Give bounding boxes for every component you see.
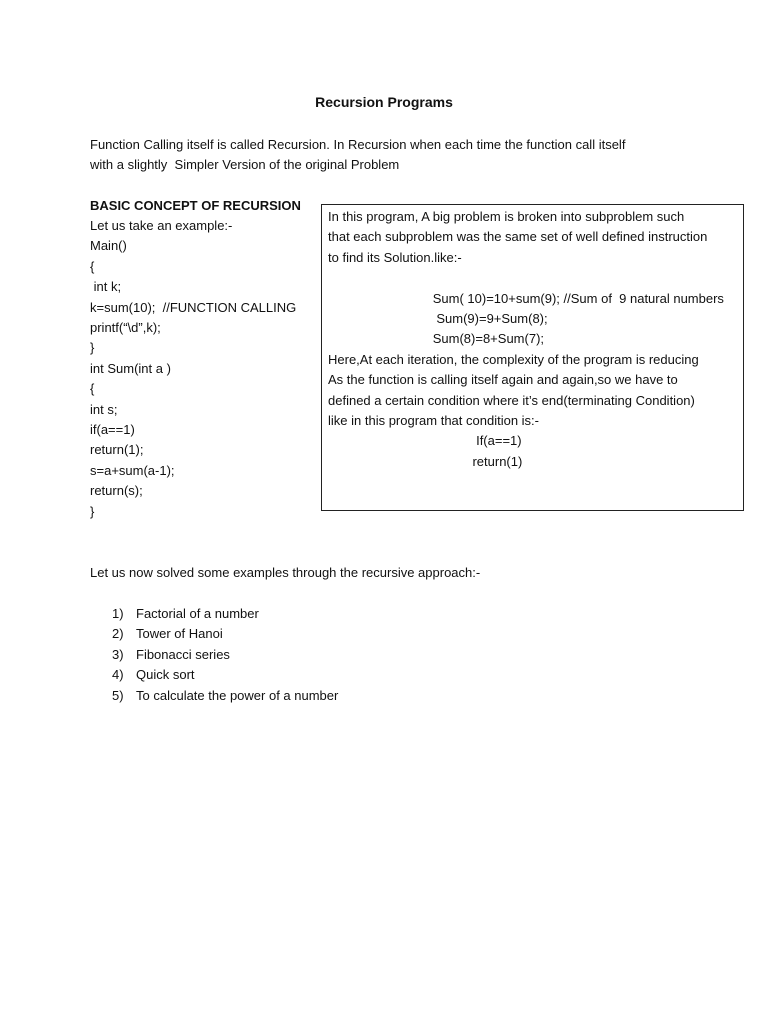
code-line: k=sum(10); //FUNCTION CALLING: [90, 299, 297, 315]
list-text: Tower of Hanoi: [136, 626, 223, 642]
list-item: [112, 624, 338, 644]
intro-line-2: with a slightly Simpler Version of the original Problem: [90, 157, 400, 172]
box-line: [328, 268, 737, 288]
box-line: As the function is calling itself again and again,so we have to: [328, 372, 678, 388]
box-line: that each subproblem was the same set of well defined instruction: [328, 229, 708, 245]
list-text: Fibonacci series: [136, 646, 230, 662]
code-line: if(a==1): [90, 422, 135, 438]
page-title-text: Recursion Programs: [315, 94, 453, 110]
list-number: 5): [112, 687, 124, 703]
box-line: In this program, A big problem is broken into subproblem such: [328, 209, 685, 224]
examples-list: [112, 604, 338, 706]
box-line: Sum(9)=9+Sum(8);: [328, 311, 548, 327]
explanation-box: [321, 204, 744, 511]
code-line: Main(): [90, 238, 127, 254]
list-item: [112, 665, 338, 685]
code-line: return(s);: [90, 483, 143, 499]
code-line: int Sum(int a ): [90, 360, 171, 376]
box-line: Here,At each iteration, the complexity of the program is reducing: [328, 351, 699, 367]
code-line: {: [90, 381, 95, 397]
code-line: int s;: [90, 401, 118, 417]
code-line: }: [90, 340, 95, 356]
list-item: [112, 604, 338, 624]
intro-line-1: Function Calling itself is called Recursion. In Recursion when each time the function call itself: [90, 137, 626, 152]
code-line: s=a+sum(a-1);: [90, 462, 175, 478]
list-number: 2): [112, 626, 124, 642]
list-item: [112, 645, 338, 665]
list-text: Quick sort: [136, 667, 195, 683]
box-line: like in this program that condition is:-: [328, 413, 539, 429]
examples-intro: Let us now solved some examples through the recursive approach:-: [90, 565, 481, 580]
list-text: Factorial of a number: [136, 606, 259, 621]
box-line: Sum( 10)=10+sum(9); //Sum of 9 natural numbers: [328, 290, 724, 306]
list-item: [112, 686, 338, 706]
list-number: 3): [112, 646, 124, 662]
list-number: 4): [112, 667, 124, 683]
list-text: To calculate the power of a number: [136, 687, 339, 703]
box-line: return(1): [328, 453, 523, 469]
code-line: {: [90, 258, 95, 274]
box-line: to find its Solution.like:-: [328, 249, 462, 265]
box-line: Sum(8)=8+Sum(7);: [328, 331, 545, 347]
box-line: defined a certain condition where it’s end(terminating Condition): [328, 392, 695, 408]
page-title: [0, 94, 768, 110]
code-line: return(1);: [90, 442, 144, 458]
box-line: If(a==1): [328, 433, 522, 449]
concept-heading: BASIC CONCEPT OF RECURSION: [90, 198, 301, 213]
code-line: printf(“\d”,k);: [90, 320, 161, 336]
code-example: [90, 216, 315, 522]
code-line: }: [90, 503, 95, 519]
code-line: int k;: [90, 279, 122, 295]
intro-paragraph: [90, 135, 690, 175]
code-line: Let us take an example:-: [90, 218, 233, 233]
list-number: 1): [112, 606, 124, 621]
